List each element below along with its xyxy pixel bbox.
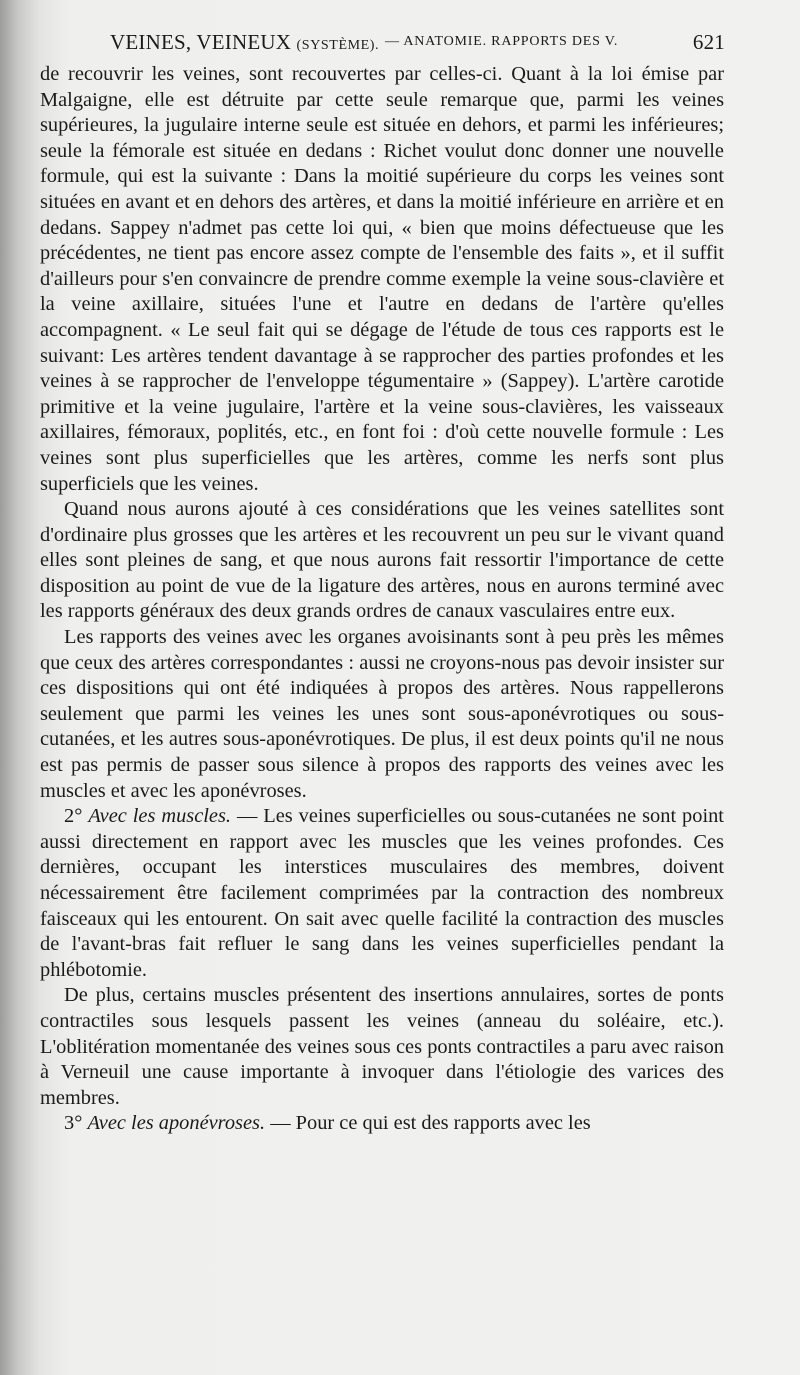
section-heading: Avec les muscles. <box>88 805 231 828</box>
running-header <box>110 30 725 60</box>
paragraph <box>40 1111 724 1137</box>
paragraph-text: De plus, certains muscles présentent des insertions annulaires, sortes de ponts contractiles sous lesquels passent les veines (anneau du soléaire, etc.). L'oblitération momentanée des veines sous ces ponts contractiles a paru avec raison à Verneuil une cause importante à invoquer dans l'étiologie des varices des membres. <box>40 984 724 1109</box>
paragraph-text: Quand nous aurons ajouté à ces considérations que les veines satellites sont d'ordinaire plus grosses que les artères et les recouvrent un peu sur le vivant quand elles sont pleines de sang, et que nous aurons fait ressortir l'importance de cette disposition au point de vue de la ligature des artères, nous en aurons terminé avec les rapports généraux des deux grands ordres de canaux vasculaires entre eux. <box>40 498 724 623</box>
header-title-main: VEINES, VEINEUX <box>110 30 292 54</box>
section-heading: Avec les aponévroses. <box>87 1112 266 1135</box>
paragraph-text: Les rapports des veines avec les organes avoisinants sont à peu près les mêmes que ceux des artères correspondantes : aussi ne croyons-nous pas devoir insister sur ces dispositions qui ont été indiquées à propos des artères. Nous rappellerons seulement que parmi les veines les unes sont sous-aponévrotiques ou sous-cutanées, et les autres sous-aponévrotiques. De plus, il est deux points qu'il ne nous est pas permis de passer sous silence à propos des rapports des veines avec les muscles et avec les aponévroses. <box>40 626 724 802</box>
page-number: 621 <box>692 30 725 54</box>
paragraph-text: — Pour ce qui est des rapports avec les <box>270 1112 591 1135</box>
paragraph <box>40 983 724 1111</box>
header-title <box>110 30 379 55</box>
paragraph-text: de recouvrir les veines, sont recouvertes par celles-ci. Quant à la loi émise par Malgaigne, elle est détruite par cette seule remarque que, parmi les veines supérieures, la jugulaire interne seule est située en dehors, et parmi les inférieures; seule la fémorale est située en dedans : Richet voulut donc donner une nouvelle formule, qui est la suivante : Dans la moitié supérieure du corps les veines sont situées en avant et en dehors des artères, et dans la moitié inférieure en arrière et en dedans. Sappey n'admet pas cette loi qui, « bien que moins défectueuse que les précédentes, ne tient pas encore assez compte de l'ensemble des faits », et il suffit d'ailleurs pour s'en convaincre de prendre comme exemple la veine sous-clavière et la veine axillaire, situées l'une et l'autre en dedans de l'artère qu'elles accompagnent. « Le seul fait qui se dégage de l'étude de tous ces rapports est le suivant: Les artères tendent davantage à se rapprocher des parties profondes et les veines à se rapprocher de l'enveloppe tégumentaire » (Sappey). L'artère carotide primitive et la veine jugulaire, l'artère et la veine sous-clavières, les vaisseaux axillaires, fémoraux, poplités, etc., en font foi : d'où cette nouvelle formule : Les veines sont plus superficielles que les artères, comme les nerfs sont plus superficiels que les veines. <box>40 63 724 495</box>
paragraph <box>40 62 724 497</box>
paragraph <box>40 804 724 983</box>
section-number: 2° <box>64 805 83 828</box>
body-text <box>40 62 724 1137</box>
section-number: 3° <box>64 1112 83 1135</box>
paragraph <box>40 625 724 804</box>
header-title-sub: (SYSTÈME). <box>296 38 380 53</box>
header-section: — ANATOMIE. RAPPORTS DES V. <box>385 34 619 49</box>
paragraph-text: — Les veines superficielles ou sous-cutanées ne sont point aussi directement en rapport avec les muscles que les veines profondes. Ces dernières, occupant les interstices musculaires des membres, doivent nécessairement être facilement comprimées par la contraction des nombreux faisceaux qui les entourent. On sait avec quelle facilité la contraction des muscles de l'avant-bras fait refluer le sang dans les veines superficielles pendant la phlébotomie. <box>40 805 724 981</box>
paragraph <box>40 497 724 625</box>
